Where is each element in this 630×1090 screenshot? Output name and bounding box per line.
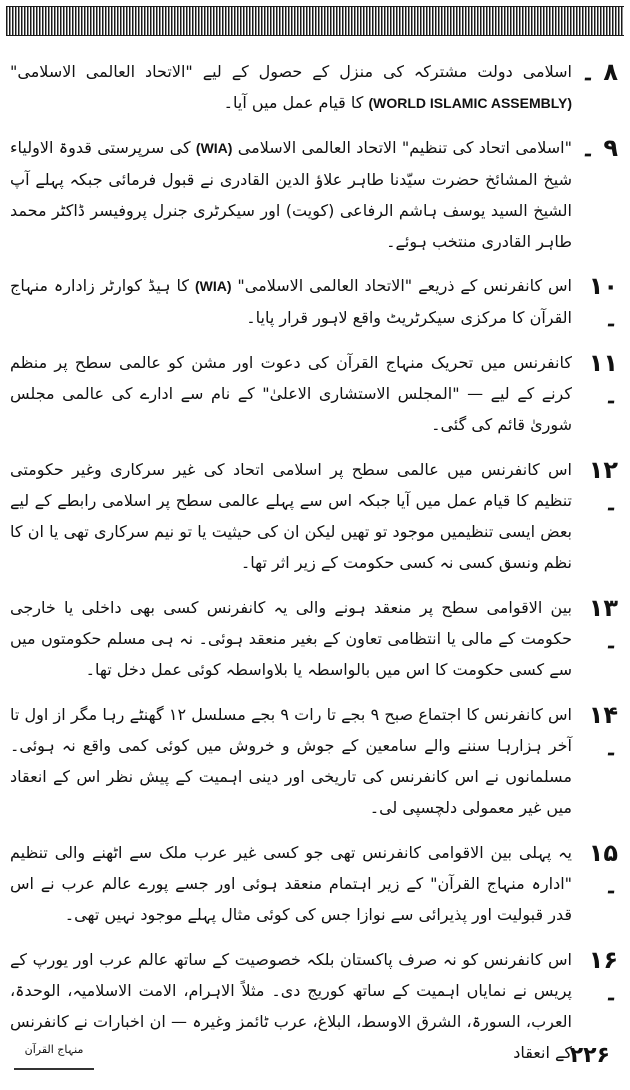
item-text-main: "اسلامی اتحاد کی تنظیم" الاتحاد العالمی الاسلامی — [237, 138, 572, 157]
item-text-latin: (WORLD ISLAMIC ASSEMBLY) — [368, 95, 572, 111]
item-text-tail: کا قیام عمل میں آیا۔ — [223, 93, 364, 112]
list-item — [10, 592, 618, 686]
item-text-main: اسلامی دولت مشترکہ کی منزل کے حصول کے لیے "الاتحاد العالمی الاسلامی" — [10, 62, 572, 81]
item-text-main: اس کانفرنس میں عالمی سطح پر اسلامی اتحاد کی غیر سرکاری وغیر حکومتی تنظیم کا قیام عمل میں آیا جبکہ اس سے پہلے عالمی سطح پر اسلامی رابطے کے لیے بعض ایسی تنظیمیں موجود تو تھیں لیکن ان کی حیثیت یا تو نیم سرکاری تھی یا ان کا نظم ونسق کسی نہ کسی حکومت کے زیر اثر تھا۔ — [10, 460, 572, 572]
item-number: ۱۶ ۔ — [588, 946, 618, 1006]
item-text-main: یہ پہلی بین الاقوامی کانفرنس تھی جو کسی غیر عرب ملک سے اٹھنے والی تنظیم "ادارہ منہاج القرآن" کے زیر اہتمام منعقد ہوئی اور جسے پورے عالم عرب نے اس قدر قبولیت اور پذیرائی سے نوازا جس کی کوئی مثال پہلے موجود نہیں تھی۔ — [10, 843, 572, 924]
item-text-main: کانفرنس میں تحریک منہاج القرآن کی دعوت اور مشن کو عالمی سطح پر منظم کرنے کے لیے — "المجلس الاستشاری الاعلیٰ" کے نام سے ادارے کی عالمی مجلس شوریٰ قائم کی گئی۔ — [10, 353, 572, 434]
item-text — [10, 270, 572, 333]
item-text-latin: (WIA) — [195, 140, 233, 156]
publisher-stamp: منہاج القرآن — [14, 1036, 94, 1070]
list-item — [10, 837, 618, 931]
item-text-tail: کی سرپرستی قدوۃ الاولیاء شیخ المشائخ حضرت سیّدنا طاہر علاؤ الدین القادری نے قبول فرمائی جبکہ پہلے آپ الشیخ السید یوسف ہاشم الرفاعی (کویت) اور سیکرٹری جنرل پروفیسر ڈاکٹر محمد طاہر القادری منتخب ہوئے۔ — [10, 138, 572, 251]
item-text-main: بین الاقوامی سطح پر منعقد ہونے والی یہ کانفرنس کسی بھی داخلی یا خارجی حکومت کے مالی یا انتظامی تعاون کے بغیر منعقد ہوئی۔ نہ ہی مسلم حکومتوں میں سے کسی حکومت کا اس میں بالواسطہ یا بلاواسطہ کوئی عمل دخل تھا۔ — [10, 598, 572, 679]
item-text-tail: کا ہیڈ کوارٹر زادارہ منہاج القرآن کا مرکزی سیکرٹریٹ واقع لاہور قرار پایا۔ — [10, 276, 572, 327]
item-text-main: اس کانفرنس کو نہ صرف پاکستان بلکہ خصوصیت کے ساتھ عالم عرب اور یورپ کے پریس نے نمایاں اہمیت کے ساتھ کوریج دی۔ مثلاً الاہرام، الامت الاسلامیہ، الوحدۃ، العرب، السورۃ، الشرق الاوسط، البلاغ، عرب ٹائمز وغیرہ — ان اخبارات نے کانفرنس کے انعقاد — [10, 950, 572, 1062]
item-number: ۱۱ ۔ — [588, 349, 618, 409]
item-text — [10, 837, 572, 931]
item-text — [10, 699, 572, 824]
list-item — [10, 699, 618, 824]
page-footer — [14, 1032, 616, 1072]
item-number: ۹ ۔ — [580, 134, 618, 162]
list-item — [10, 454, 618, 579]
item-text — [10, 592, 572, 686]
item-text — [10, 56, 572, 119]
top-hatched-border — [6, 6, 624, 36]
item-text-main: اس کانفرنس کے ذریعے "الاتحاد العالمی الاسلامی" — [237, 276, 572, 295]
list-item — [10, 347, 618, 441]
item-text — [10, 454, 572, 579]
item-text — [10, 347, 572, 441]
item-number: ۱۵ ۔ — [588, 839, 618, 899]
item-number: ۱۴ ۔ — [588, 701, 618, 761]
list-item — [10, 132, 618, 257]
item-text-main: اس کانفرنس کا اجتماع صبح ۹ بجے تا رات ۹ بجے مسلسل ۱۲ گھنٹے رہا مگر از اول تا آخر ہزارہا سننے والے سامعین کے جوش و خروش میں کوئی کمی واقع نہ ہوئی۔ مسلمانوں نے اس کانفرنس کی تاریخی اور دینی اہمیت کے پیش نظر اس کے انعقاد میں غیر معمولی دلچسپی لی۔ — [10, 705, 573, 817]
item-text-latin: (WIA) — [194, 278, 232, 294]
page-number: ۲۲۶ — [569, 1043, 610, 1068]
list-item — [10, 270, 618, 334]
item-number: ۸ ۔ — [580, 58, 618, 86]
item-number: ۱۲ ۔ — [588, 456, 618, 516]
item-number: ۱۰ ۔ — [588, 272, 618, 332]
item-number: ۱۳ ۔ — [588, 594, 618, 654]
item-text — [10, 132, 572, 257]
list-item — [10, 56, 618, 119]
